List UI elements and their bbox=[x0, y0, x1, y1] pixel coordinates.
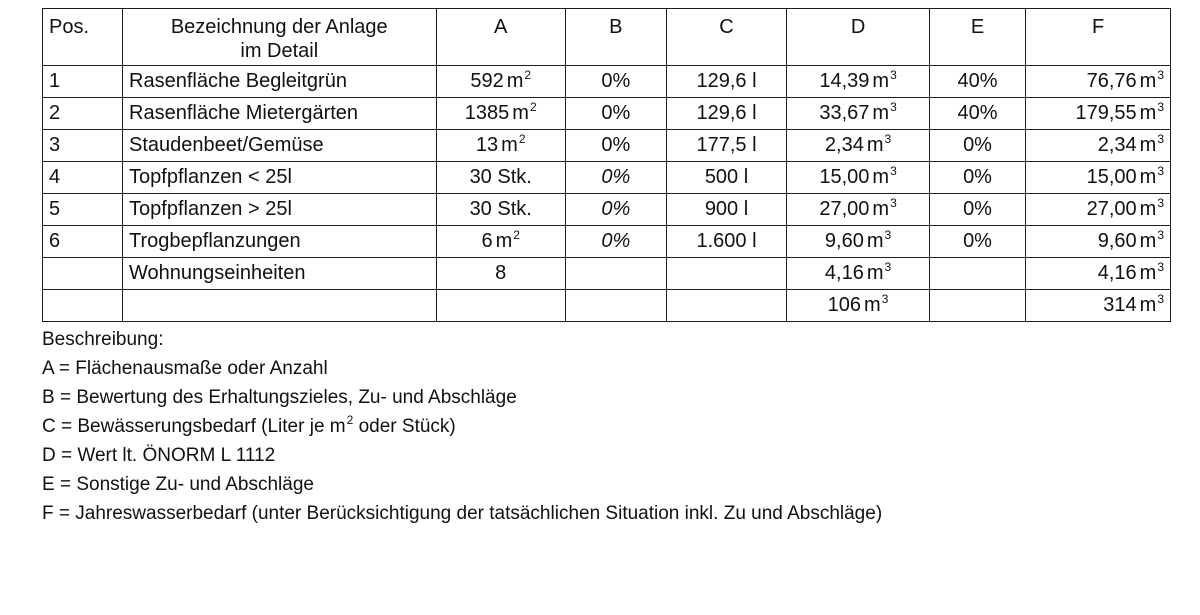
area-value: 30 Stk. bbox=[469, 198, 532, 220]
cell-c: 129,6 l bbox=[666, 66, 787, 98]
area-measure bbox=[465, 102, 537, 124]
annual-demand-measure bbox=[1098, 230, 1164, 252]
annual-demand-measure bbox=[1087, 166, 1164, 188]
annual-demand-unit: m bbox=[1139, 198, 1157, 220]
description-line bbox=[42, 499, 1172, 528]
cell-b: 0% bbox=[565, 194, 666, 226]
annual-demand-exponent: 3 bbox=[1157, 260, 1164, 274]
cell-pos: 3 bbox=[43, 130, 123, 162]
area-measure bbox=[470, 166, 532, 188]
area-unit: m bbox=[512, 102, 529, 124]
header-name bbox=[123, 9, 437, 66]
table-row bbox=[43, 130, 1171, 162]
cell-f bbox=[1026, 258, 1171, 290]
header-pos: Pos. bbox=[43, 9, 123, 66]
total-annual-unit: m bbox=[1139, 294, 1157, 316]
cell-b-empty bbox=[565, 290, 666, 322]
description-line bbox=[42, 412, 1172, 441]
cell-e-empty bbox=[929, 290, 1025, 322]
area-unit: m bbox=[501, 134, 518, 156]
area-unit: m bbox=[495, 230, 513, 252]
water-demand-table bbox=[42, 8, 1171, 322]
table-row bbox=[43, 226, 1171, 258]
annual-demand-measure bbox=[1087, 198, 1164, 220]
area-exponent: 2 bbox=[518, 132, 526, 146]
header-c: C bbox=[666, 9, 787, 66]
cell-f bbox=[1026, 194, 1171, 226]
cell-pos: 2 bbox=[43, 98, 123, 130]
annual-demand-measure bbox=[1098, 134, 1164, 156]
cell-e: 0% bbox=[929, 162, 1025, 194]
norm-value-measure bbox=[825, 262, 891, 284]
cell-pos: 6 bbox=[43, 226, 123, 258]
annual-demand-exponent: 3 bbox=[1157, 68, 1164, 82]
description-text: E = Sonstige Zu- und Abschläge bbox=[42, 474, 314, 495]
total-d bbox=[787, 290, 930, 322]
annual-demand-value: 2,34 bbox=[1097, 134, 1137, 156]
annual-demand-exponent: 3 bbox=[1157, 132, 1164, 146]
cell-e: 0% bbox=[929, 130, 1025, 162]
description-line bbox=[42, 383, 1172, 412]
table-row bbox=[43, 194, 1171, 226]
description-exponent: 2 bbox=[346, 413, 354, 427]
norm-value-exponent: 3 bbox=[884, 260, 892, 274]
annual-demand-unit: m bbox=[1139, 134, 1157, 156]
annual-demand-value: 15,00 bbox=[1086, 166, 1137, 188]
cell-c: 177,5 l bbox=[666, 130, 787, 162]
area-measure bbox=[495, 262, 506, 284]
cell-pos bbox=[43, 258, 123, 290]
annual-demand-exponent: 3 bbox=[1157, 196, 1164, 210]
table-row bbox=[43, 66, 1171, 98]
norm-value-exponent: 3 bbox=[890, 196, 897, 210]
norm-value-measure bbox=[825, 134, 891, 156]
area-value: 13 bbox=[475, 134, 499, 156]
norm-value-unit: m bbox=[866, 134, 884, 156]
norm-value-unit: m bbox=[866, 230, 884, 252]
cell-c: 129,6 l bbox=[666, 98, 787, 130]
table-row bbox=[43, 258, 1171, 290]
area-value: 30 Stk. bbox=[469, 166, 532, 188]
norm-value-measure bbox=[825, 230, 891, 252]
table-total-row bbox=[43, 290, 1171, 322]
total-norm-value: 106 bbox=[827, 294, 862, 316]
norm-value-exponent: 3 bbox=[890, 68, 897, 82]
header-b: B bbox=[565, 9, 666, 66]
cell-name: Topfpflanzen > 25l bbox=[123, 194, 437, 226]
cell-f bbox=[1026, 226, 1171, 258]
cell-a bbox=[436, 66, 565, 98]
area-value: 8 bbox=[495, 262, 507, 284]
annual-demand-exponent: 3 bbox=[1157, 228, 1164, 242]
norm-value-unit: m bbox=[866, 262, 884, 284]
table-body bbox=[43, 66, 1171, 322]
area-value: 592 bbox=[470, 70, 504, 92]
area-measure bbox=[470, 198, 532, 220]
description-text: F = Jahreswasserbedarf (unter Berücksichtigung der tatsächlichen Situation inkl. Zu und Abschläge) bbox=[42, 503, 883, 524]
annual-demand-value: 27,00 bbox=[1086, 198, 1137, 220]
description-block bbox=[42, 325, 1172, 528]
cell-pos: 5 bbox=[43, 194, 123, 226]
cell-b: 0% bbox=[565, 130, 666, 162]
norm-value-unit: m bbox=[872, 102, 890, 124]
annual-demand-value: 4,16 bbox=[1097, 262, 1137, 284]
table-row bbox=[43, 162, 1171, 194]
cell-b: 0% bbox=[565, 226, 666, 258]
annual-demand-measure bbox=[1075, 102, 1164, 124]
description-line bbox=[42, 470, 1172, 499]
cell-pos: 1 bbox=[43, 66, 123, 98]
cell-name: Trogbepflanzungen bbox=[123, 226, 437, 258]
header-a: A bbox=[436, 9, 565, 66]
cell-d bbox=[787, 66, 930, 98]
cell-a bbox=[436, 162, 565, 194]
norm-value-value: 15,00 bbox=[819, 166, 870, 188]
cell-a bbox=[436, 98, 565, 130]
area-measure bbox=[470, 70, 531, 92]
cell-pos-empty bbox=[43, 290, 123, 322]
cell-d bbox=[787, 226, 930, 258]
cell-d bbox=[787, 258, 930, 290]
cell-a-empty bbox=[436, 290, 565, 322]
total-annual-value: 314 bbox=[1103, 294, 1137, 316]
description-text: C = Bewässerungsbedarf (Liter je m bbox=[42, 416, 346, 437]
cell-name: Staudenbeet/Gemüse bbox=[123, 130, 437, 162]
norm-value-exponent: 3 bbox=[890, 100, 897, 114]
cell-c-empty bbox=[666, 290, 787, 322]
annual-demand-unit: m bbox=[1139, 102, 1157, 124]
cell-a bbox=[436, 226, 565, 258]
cell-b bbox=[565, 258, 666, 290]
annual-demand-exponent: 3 bbox=[1157, 100, 1164, 114]
cell-c: 500 l bbox=[666, 162, 787, 194]
annual-demand-unit: m bbox=[1139, 230, 1157, 252]
norm-value-exponent: 3 bbox=[884, 132, 892, 146]
cell-e: 40% bbox=[929, 98, 1025, 130]
norm-value-value: 4,16 bbox=[824, 262, 864, 284]
norm-value-measure bbox=[819, 198, 896, 220]
annual-demand-measure bbox=[1087, 70, 1164, 92]
cell-f bbox=[1026, 66, 1171, 98]
annual-demand-exponent: 3 bbox=[1157, 164, 1164, 178]
cell-name-empty bbox=[123, 290, 437, 322]
table-header-row bbox=[43, 9, 1171, 66]
description-lines bbox=[42, 354, 1172, 528]
area-measure bbox=[476, 134, 526, 156]
norm-value-value: 14,39 bbox=[819, 70, 870, 92]
description-text: B = Bewertung des Erhaltungszieles, Zu- und Abschläge bbox=[42, 387, 517, 408]
description-text: A = Flächenausmaße oder Anzahl bbox=[42, 358, 328, 379]
description-title: Beschreibung: bbox=[42, 329, 164, 350]
cell-c bbox=[666, 258, 787, 290]
annual-demand-value: 179,55 bbox=[1075, 102, 1137, 124]
annual-demand-value: 76,76 bbox=[1086, 70, 1137, 92]
total-annual-measure bbox=[1103, 294, 1164, 316]
table-row bbox=[43, 98, 1171, 130]
description-line bbox=[42, 354, 1172, 383]
cell-b: 0% bbox=[565, 66, 666, 98]
norm-value-unit: m bbox=[872, 70, 890, 92]
annual-demand-unit: m bbox=[1139, 70, 1157, 92]
norm-value-value: 9,60 bbox=[824, 230, 864, 252]
cell-d bbox=[787, 98, 930, 130]
norm-value-measure bbox=[819, 102, 896, 124]
header-f: F bbox=[1026, 9, 1171, 66]
cell-d bbox=[787, 130, 930, 162]
cell-pos: 4 bbox=[43, 162, 123, 194]
annual-demand-unit: m bbox=[1139, 262, 1157, 284]
header-d: D bbox=[787, 9, 930, 66]
cell-name: Wohnungseinheiten bbox=[123, 258, 437, 290]
area-exponent: 2 bbox=[524, 68, 532, 82]
header-e: E bbox=[929, 9, 1025, 66]
annual-demand-unit: m bbox=[1139, 166, 1157, 188]
area-exponent: 2 bbox=[529, 100, 537, 114]
total-annual-exponent: 3 bbox=[1157, 292, 1164, 306]
header-name-line1: Bezeichnung der Anlage bbox=[170, 16, 388, 38]
cell-b: 0% bbox=[565, 98, 666, 130]
cell-name: Rasenfläche Begleitgrün bbox=[123, 66, 437, 98]
description-text-post: oder Stück) bbox=[353, 416, 456, 437]
description-text: D = Wert lt. ÖNORM L 1112 bbox=[42, 445, 276, 466]
norm-value-measure bbox=[819, 166, 896, 188]
total-norm-measure bbox=[828, 294, 889, 316]
norm-value-value: 27,00 bbox=[819, 198, 870, 220]
norm-value-exponent: 3 bbox=[890, 164, 897, 178]
total-norm-exponent: 3 bbox=[881, 292, 889, 306]
norm-value-unit: m bbox=[872, 198, 890, 220]
area-measure bbox=[481, 230, 519, 252]
cell-d bbox=[787, 162, 930, 194]
cell-a bbox=[436, 258, 565, 290]
cell-a bbox=[436, 130, 565, 162]
norm-value-unit: m bbox=[872, 166, 890, 188]
total-f bbox=[1026, 290, 1171, 322]
cell-c: 1.600 l bbox=[666, 226, 787, 258]
header-name-line2: im Detail bbox=[240, 40, 319, 62]
cell-e: 0% bbox=[929, 226, 1025, 258]
norm-value-exponent: 3 bbox=[884, 228, 892, 242]
annual-demand-measure bbox=[1098, 262, 1164, 284]
cell-c: 900 l bbox=[666, 194, 787, 226]
cell-d bbox=[787, 194, 930, 226]
cell-e: 40% bbox=[929, 66, 1025, 98]
cell-e: 0% bbox=[929, 194, 1025, 226]
annual-demand-value: 9,60 bbox=[1097, 230, 1137, 252]
cell-f bbox=[1026, 162, 1171, 194]
document bbox=[42, 8, 1172, 528]
description-line bbox=[42, 441, 1172, 470]
norm-value-measure bbox=[819, 70, 896, 92]
cell-name: Rasenfläche Mietergärten bbox=[123, 98, 437, 130]
area-unit: m bbox=[506, 70, 524, 92]
cell-f bbox=[1026, 130, 1171, 162]
cell-name: Topfpflanzen < 25l bbox=[123, 162, 437, 194]
norm-value-value: 33,67 bbox=[819, 102, 870, 124]
area-value: 6 bbox=[481, 230, 493, 252]
total-norm-unit: m bbox=[864, 294, 881, 316]
area-value: 1385 bbox=[464, 102, 510, 124]
cell-b: 0% bbox=[565, 162, 666, 194]
area-exponent: 2 bbox=[513, 228, 520, 242]
cell-e bbox=[929, 258, 1025, 290]
cell-a bbox=[436, 194, 565, 226]
cell-f bbox=[1026, 98, 1171, 130]
norm-value-value: 2,34 bbox=[824, 134, 864, 156]
